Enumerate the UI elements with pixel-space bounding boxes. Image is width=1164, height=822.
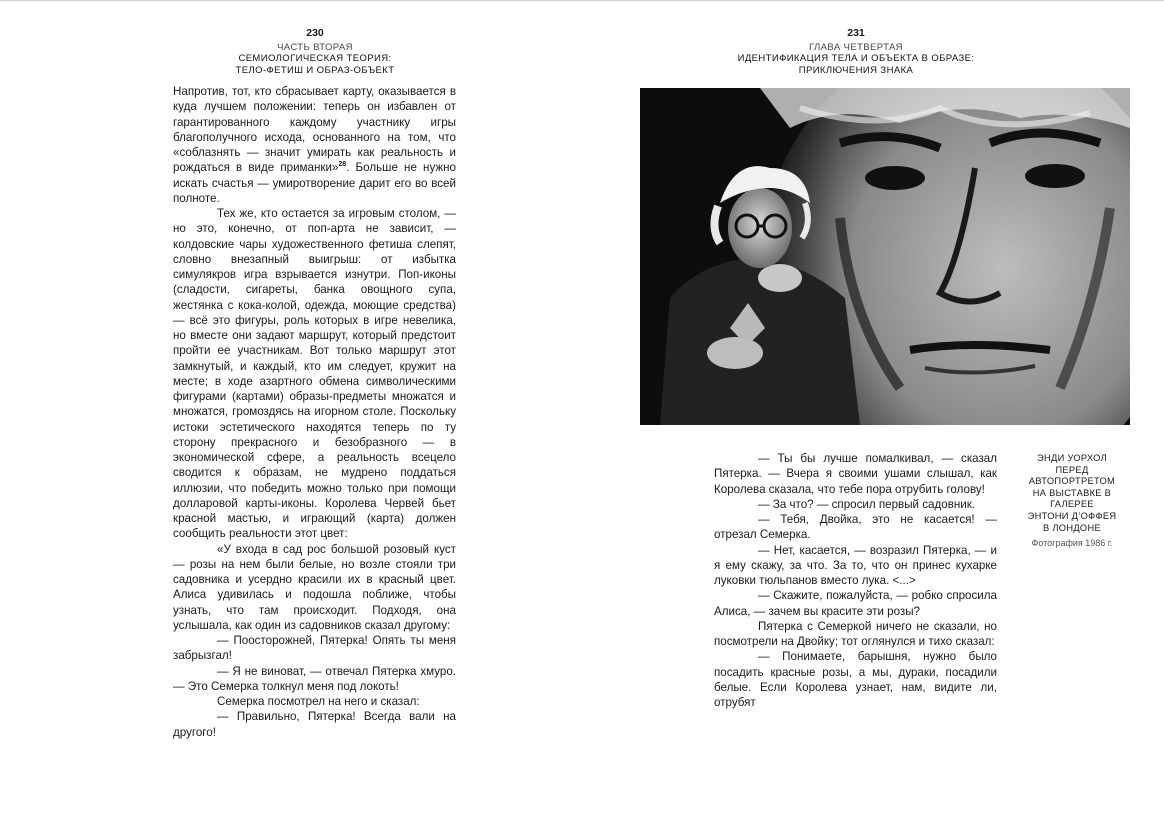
paragraph-text: Напротив, тот, кто сбрасывает карту, оказывается в куда лучшем положении: теперь он избавлен от гарантированного каждому участнику игры благополучного исхода, основанного на том, что «соблазнять — значит умирать как реальность и рождаться в виде приманки» — [173, 85, 456, 175]
caption-line: ЭНТОНИ Д’ОФФЕЯ — [1027, 510, 1117, 521]
dialogue-paragraph: — Тебя, Двойка, это не касается! — отрезал Семерка. — [714, 513, 997, 542]
left-title-line-1: СЕМИОЛОГИЧЕСКАЯ ТЕОРИЯ: — [238, 53, 392, 64]
paragraph-text: . Больше не нужно искать счастья — умиротворение дарит его во всей полноте. — [173, 161, 456, 205]
quote-paragraph: — Поосторожней, Пятерка! Опять ты меня забрызгал! — [173, 634, 456, 663]
caption-line: НА ВЫСТАВКЕ В ГАЛЕРЕЕ — [1032, 487, 1112, 510]
left-text-column — [173, 84, 456, 740]
left-running-header — [172, 28, 458, 76]
right-chapter-label: ГЛАВА ЧЕТВЕРТАЯ — [809, 41, 903, 53]
footnote-marker: 28 — [338, 161, 347, 169]
dialogue-paragraph: Пятерка с Семеркой ничего не сказали, но посмотрели на Двойку; тот оглянулся и тихо сказал: — [714, 619, 997, 648]
dialogue-paragraph: — Нет, касается, — возразил Пятерка, — и я ему скажу, за что. За то, что он принес кухарке луковки тюльпанов вместо лука. <...> — [714, 543, 997, 587]
caption-line: ПЕРЕД АВТОПОРТРЕТОМ — [1028, 464, 1116, 487]
paragraph — [173, 84, 456, 206]
photo-credit: Фотография 1986 г. — [1031, 538, 1113, 549]
left-title-line-2: ТЕЛО-ФЕТИШ И ОБРАЗ-ОБЪЕКТ — [235, 64, 395, 76]
left-part-label: ЧАСТЬ ВТОРАЯ — [277, 41, 353, 53]
photo-illustration — [640, 88, 1130, 425]
quote-paragraph: Семерка посмотрел на него и сказал: — [217, 695, 420, 708]
dialogue-paragraph: — За что? — спросил первый садовник. — [758, 497, 976, 511]
quote-paragraph: «У входа в сад рос большой розовый куст — розы на нем были белые, но возле стояли три садовника и усердно красили их в красный цвет. Алиса удивилась и подошла поближе, чтобы узнать, что там происходит. Подходя, она услышала, как один из садовников сказал другому: — [173, 542, 456, 632]
paragraph: Тех же, кто остается за игровым столом, — но это, конечно, от поп-арта не зависит, — колдовские чары художественного фетиша слепят, словно внезапный выигрыш: от избытка симулякров игра взрывается изнутри. Поп-иконы (сладости, сигареты, банка овощного супа, жестянка с кока-колой, одежда, моющие средства) — всё это фигуры, роль которых в игре невелика, но вместе они задают маршрут, который предстоит пройти ее участникам. Вот только маршрут этот замкнутый, и каждый, кто им следует, кружит на месте; в ходе азартного обмена символическими фигурами (картами) образы-предметы множатся и множатся, громоздясь на игорном столе. Поскольку истоки эстетического находятся теперь по ту сторону прекрасного и безобразного — в экономической сфере, а реальность всецело сводится к образам, не мудрено поддаться иллюзии, что победить можно только при помощи долларовой карты-иконы. Королева Червей бьет красной мастью, и играющий (карта) должен сообщить реальности этот цвет: — [173, 207, 456, 541]
photo-caption — [1012, 453, 1132, 550]
left-page-number: 230 — [306, 27, 324, 39]
caption-line: ЭНДИ УОРХОЛ — [1037, 453, 1107, 463]
quote-paragraph: — Я не виноват, — отвечал Пятерка хмуро. — Это Семерка толкнул меня под локоть! — [173, 664, 456, 693]
right-title-line-1: ИДЕНТИФИКАЦИЯ ТЕЛА И ОБЪЕКТА В ОБРАЗЕ: — [737, 53, 975, 64]
caption-line: В ЛОНДОНЕ — [1043, 522, 1101, 533]
right-page-number: 231 — [847, 27, 865, 39]
warhol-photograph — [640, 88, 1130, 425]
dialogue-paragraph: — Ты бы лучше помалкивал, — сказал Пятерка. — Вчера я своими ушами слышал, как Королева сказала, что тебе пора отрубить голову! — [714, 452, 997, 496]
dialogue-paragraph: — Понимаете, барышня, нужно было посадить красные розы, а мы, дураки, посадили белые. Если Королева узнает, нам, видите ли, отрубят — [714, 650, 997, 709]
right-text-column — [714, 451, 997, 710]
right-running-header — [700, 28, 1012, 76]
dialogue-paragraph: — Скажите, пожалуйста, — робко спросила Алиса, — зачем вы красите эти розы? — [714, 589, 997, 618]
quote-paragraph: — Правильно, Пятерка! Всегда вали на другого! — [173, 710, 456, 739]
right-title-line-2: ПРИКЛЮЧЕНИЯ ЗНАКА — [798, 64, 914, 76]
